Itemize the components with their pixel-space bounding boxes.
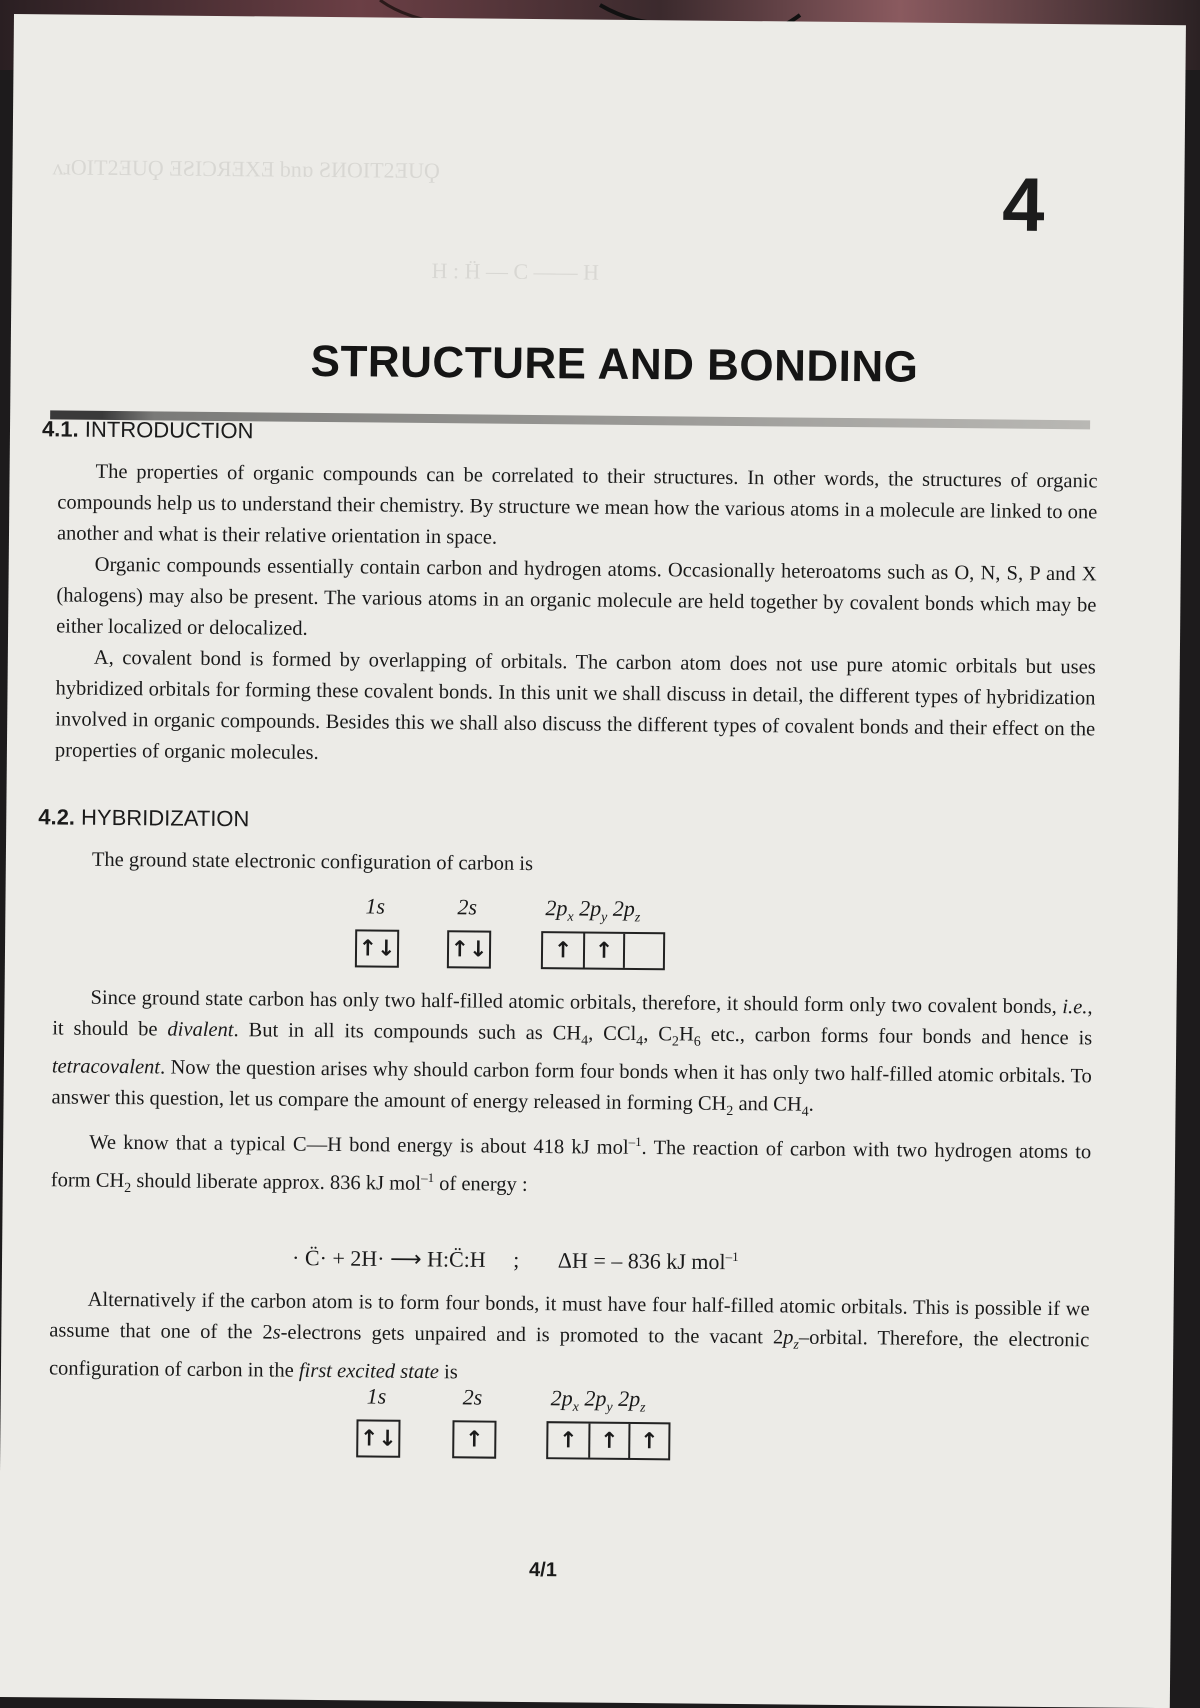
intro-paragraph-3: A, covalent bond is formed by overlapping of orbitals. The carbon atom does not use pure atomic orbitals but uses hybridized orbitals for forming these covalent bonds. In this unit we shall discuss in detail, the different types of hybridization involved in organic compounds. Besides this we shall also discuss the different types of covalent bonds and their effect on the properties of organic molecules. — [54, 646, 1096, 764]
orbital-label-2p: $2p_x$ $2p_y$ $2p_z$ — [545, 895, 641, 926]
ground-2p-box — [541, 931, 665, 970]
show-through-text: ʌɹOIT2ƎUϘ ƎƧIƆЯƎXƎ bnɒ ƧИOIT2ƎUϘ — [52, 154, 440, 184]
excited-1s-electrons: ↑↓ — [359, 1425, 397, 1452]
section-heading-introduction: 4.1. INTRODUCTION — [41, 416, 254, 444]
chapter-number: 4 — [1001, 162, 1045, 248]
ground-2pz-electron — [623, 934, 663, 968]
show-through-text: H : Ḧ — C —— H — [431, 258, 600, 285]
excited-2px-electron: ↑ — [558, 1427, 578, 1453]
chapter-title: STRUCTURE AND BONDING — [310, 336, 919, 392]
intro-paragraph-1: The properties of organic compounds can be correlated to their structures. In other words, the structures of organic compounds help us to understand their chemistry. By structure we mean how the various atoms in a molecule are linked to one another and what is their relative orientation in space. — [56, 460, 1098, 549]
page-number: 4/1 — [528, 1559, 558, 1582]
excited-2s-box — [452, 1420, 496, 1458]
excited-label-2p: $2p_x$ $2p_y$ $2p_z$ — [550, 1385, 646, 1416]
excited-2s-electron: ↑ — [464, 1426, 484, 1453]
ground-state-intro: The ground state electronic configuration of carbon is — [91, 848, 534, 876]
divalent-paragraph: Since ground state carbon has only two half-filled atomic orbitals, therefore, it should form only two covalent bonds, i.e., it should be divalent. But in all its compounds such as $CH_4$, CCl$_4$, $C_2H_6$ etc., carbon forms four bonds and hence is tetracovalent. Now the question arises why should carbon form four bonds when it has only two half-filled atomic orbitals. To answer this question, let us compare the amount of energy released in forming $CH_2$ and $CH_4$. We know that a typical C—H bond energy is about 418 kJ mol$^{-1}$. The reaction of carbon with two hydrogen atoms to form $CH_2$ should liberate approx. 836 kJ mol$^{-1}$ of energy : — [50, 986, 1093, 1197]
orbital-label-2s: 2s — [457, 894, 478, 920]
excited-state-paragraph: Alternatively if the carbon atom is to form four bonds, it must have four half-filled atomic orbitals. This is possible if we assume that one of the 2s-electrons gets unpaired and is promoted to the vacant $2p_z$–orbital. Therefore, the electronic configuration of carbon in the first excited state is — [48, 1288, 1090, 1384]
ground-1s-electrons: ↑↓ — [358, 935, 396, 962]
excited-label-1s: 1s — [366, 1383, 387, 1409]
excited-2p-box — [546, 1421, 670, 1460]
ground-2s-box — [447, 930, 491, 968]
section-heading-hybridization: 4.2. HYBRIDIZATION — [38, 804, 250, 832]
orbital-label-1s: 1s — [365, 893, 386, 919]
excited-label-2s: 2s — [462, 1384, 483, 1410]
introduction-text — [55, 456, 1098, 776]
excited-1s-box — [356, 1419, 400, 1457]
ground-1s-box — [355, 929, 399, 967]
excited-2pz-electron: ↑ — [628, 1424, 668, 1458]
ground-2px-electron: ↑ — [553, 937, 573, 963]
excited-2py-electron: ↑ — [588, 1424, 628, 1458]
ground-2s-electrons: ↑↓ — [450, 936, 488, 963]
textbook-page — [0, 14, 1186, 1708]
reaction-equation: · C̈· + 2H· ⟶ H:C̈:H ; ΔH = – 836 kJ mol$^{-1}$ — [291, 1245, 739, 1275]
ground-2py-electron: ↑ — [583, 934, 623, 968]
intro-paragraph-2: Organic compounds essentially contain carbon and hydrogen atoms. Occasionally heteroatoms such as O, N, S, P and X (halogens) may also be present. The various atoms in an organic molecule are held together by covalent bonds which may be either localized or delocalized. — [56, 553, 1097, 640]
